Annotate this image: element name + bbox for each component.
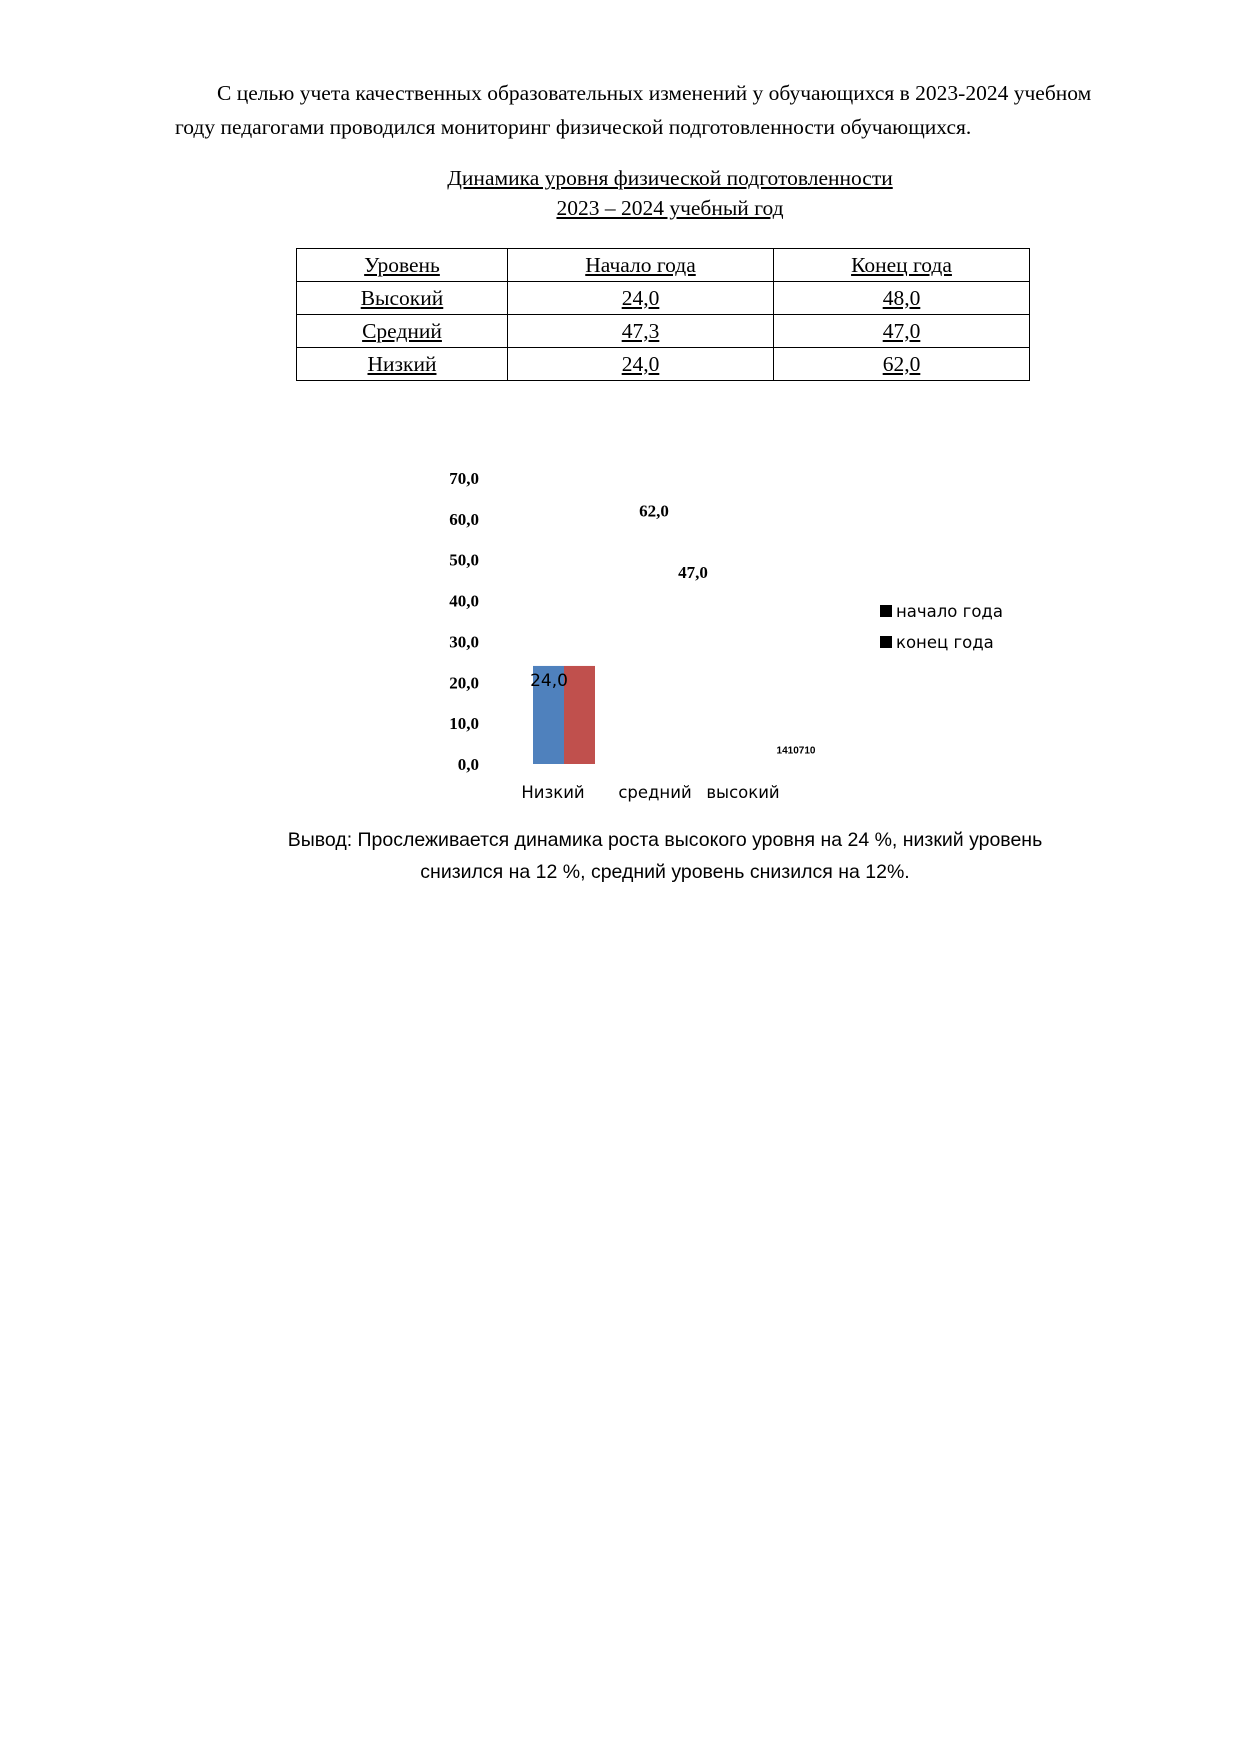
intro-line-2: году педагогами проводился мониторинг физической подготовленности обучающихся. xyxy=(175,115,972,139)
y-tick-label: 10,0 xyxy=(449,714,479,734)
row-level-cell: Средний xyxy=(297,315,508,348)
x-category-label: высокий xyxy=(706,783,780,802)
row-start-cell: 24,0 xyxy=(508,282,774,315)
legend-swatch xyxy=(880,636,892,648)
row-end-cell: 47,0 xyxy=(774,315,1030,348)
table-title-line-2: 2023 – 2024 учебный год xyxy=(556,196,784,220)
data-label: 24,0 xyxy=(530,670,568,691)
y-tick-label: 40,0 xyxy=(449,591,479,611)
x-category-label: Низкий xyxy=(521,783,585,802)
conclusion-line-2: снизился на 12 %, средний уровень снизился на 12%. xyxy=(420,861,910,883)
intro-line-1: С целью учета качественных образовательных изменений у обучающихся в 2023-2024 учебном xyxy=(217,81,1092,105)
row-end-cell: 48,0 xyxy=(774,282,1030,315)
legend-label: начало года xyxy=(896,602,1003,621)
row-level-cell: Низкий xyxy=(297,348,508,381)
header-start: Начало года xyxy=(508,249,774,282)
y-tick-label: 70,0 xyxy=(449,469,479,488)
header-level: Уровень xyxy=(297,249,508,282)
row-start-cell: 24,0 xyxy=(508,348,774,381)
row-start-cell: 47,3 xyxy=(508,315,774,348)
data-label: 47,0 xyxy=(678,562,708,582)
conclusion-line-1: Вывод: Прослеживается динамика роста высокого уровня на 24 %, низкий уровень xyxy=(287,829,1043,851)
table-title-line-1: Динамика уровня физической подготовленности xyxy=(447,166,893,190)
legend-swatch xyxy=(880,605,892,617)
row-end-cell: 62,0 xyxy=(774,348,1030,381)
y-tick-label: 60,0 xyxy=(449,509,479,529)
bar-chart xyxy=(0,0,1240,830)
data-label: 62,0 xyxy=(639,501,669,521)
y-tick-label: 0,0 xyxy=(457,755,479,774)
header-end: Конец года xyxy=(774,249,1030,282)
y-tick-label: 30,0 xyxy=(449,632,479,652)
bar-end xyxy=(564,666,595,764)
y-tick-label: 50,0 xyxy=(449,550,479,570)
conclusion xyxy=(0,824,1240,888)
data-label: 1410710 xyxy=(776,745,816,757)
legend-label: конец года xyxy=(896,633,994,652)
y-tick-label: 20,0 xyxy=(449,673,479,693)
x-category-label: средний xyxy=(618,783,692,802)
row-level-cell: Высокий xyxy=(297,282,508,315)
